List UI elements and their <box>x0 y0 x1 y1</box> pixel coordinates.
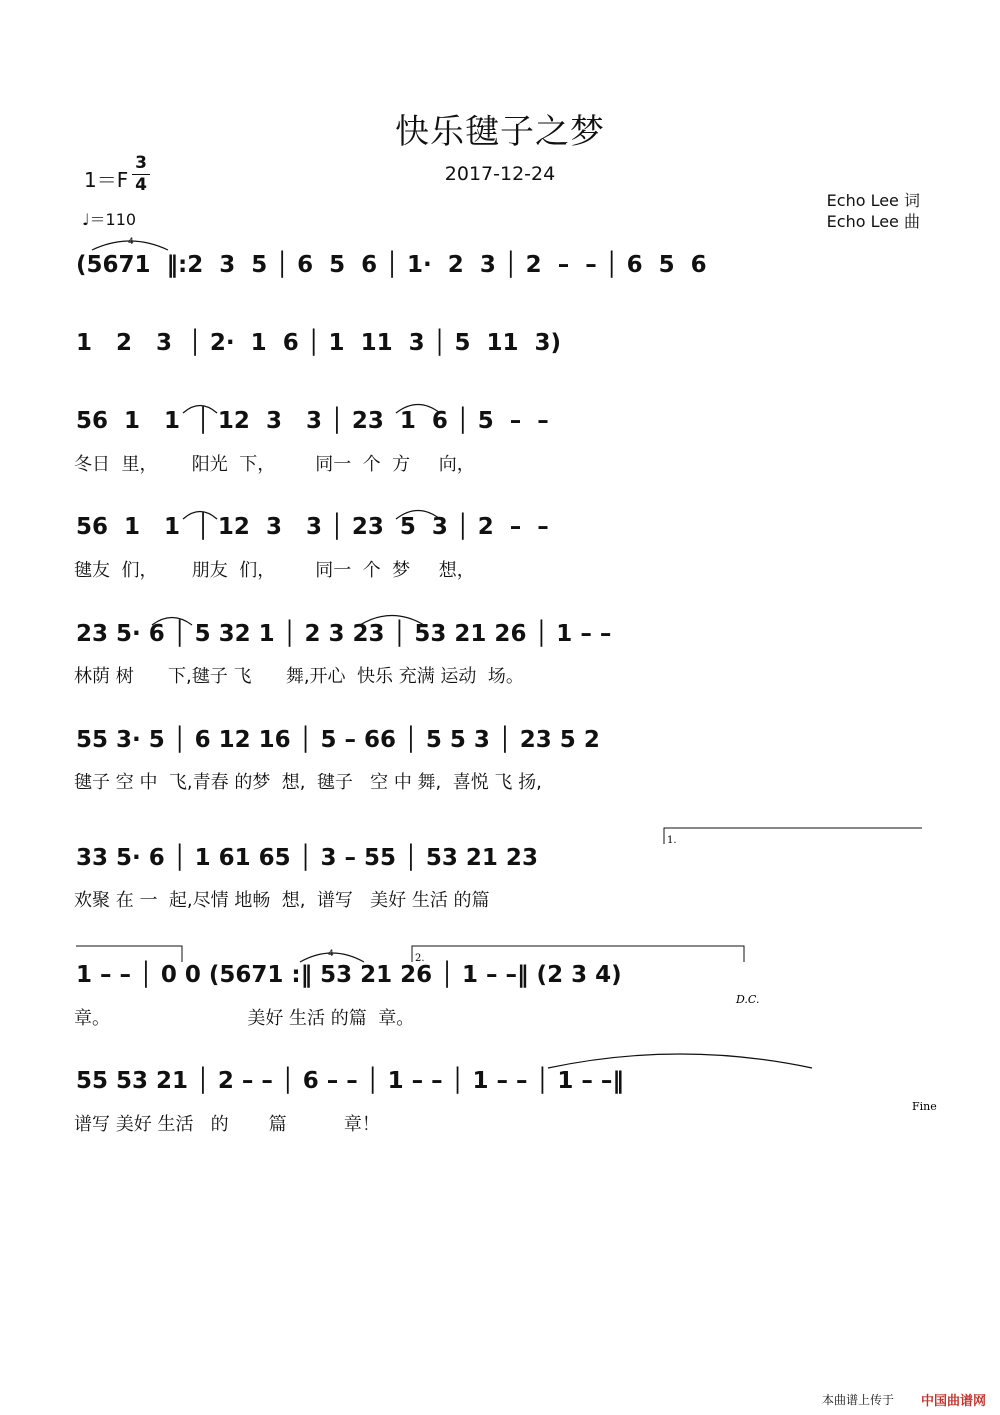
volta-2-bracket <box>412 946 744 962</box>
tie-slur-1 <box>183 406 217 414</box>
dc-marking: D.C. <box>736 993 760 1006</box>
tuplet-number-2: 4 <box>328 949 334 959</box>
tempo-value: ＝110 <box>89 210 137 229</box>
notation-line-5: 23 5· 6 │ 5 32 1 │ 2 3 23 │ 53 21 26 │ 1 – – <box>76 621 612 647</box>
notation-line-8: 1 – – │ 0 0 (5671 :‖ 53 21 26 │ 1 – –‖ (2 3 4) <box>76 962 622 988</box>
volta-2-label: 2. <box>415 953 425 964</box>
tie-slur-6 <box>360 616 424 626</box>
time-signature-top: 3 <box>135 153 147 173</box>
key-signature: 1＝F <box>84 168 129 192</box>
tie-slur-2 <box>396 405 440 414</box>
notation-line-6: 55 3· 5 │ 6 12 16 │ 5 – 66 │ 5 5 3 │ 23 5 2 <box>76 727 600 753</box>
lyric-line-9: 谱写 美好 生活 的 篇 章！ <box>74 1114 380 1135</box>
lyric-line-8: 章。 美好 生活 的篇 章。 <box>74 1008 415 1029</box>
lyric-line-7: 欢聚 在 一 起,尽情 地畅 想, 谱写 美好 生活 的篇 <box>74 890 490 911</box>
volta-1-bracket <box>664 828 922 844</box>
composer-credit: Echo Lee 曲 <box>826 212 920 231</box>
volta-1-label: 1. <box>667 835 677 846</box>
long-slur <box>548 1054 812 1068</box>
lyric-line-4: 毽友 们， 朋友 们， 同一 个 梦 想， <box>74 560 475 581</box>
lyric-line-5: 林荫 树 下,毽子 飞 舞,开心 快乐 充满 运动 场。 <box>74 666 524 687</box>
lyric-line-3: 冬日 里， 阳光 下， 同一 个 方 向， <box>74 454 475 475</box>
notation-line-4: 56 1 1 │ 12 3 3 │ 23 5 3 │ 2 – – <box>76 514 549 540</box>
tie-slur-4 <box>396 511 440 520</box>
time-signature-bottom: 4 <box>135 175 147 195</box>
lyric-line-6: 毽子 空 中 飞,青春 的梦 想, 毽子 空 中 舞, 喜悦 飞 扬, <box>74 772 542 793</box>
lyricist-credit: Echo Lee 词 <box>826 191 920 210</box>
fine-marking: Fine <box>912 1100 937 1113</box>
song-date: 2017-12-24 <box>444 163 556 185</box>
tie-slur-3 <box>183 512 217 520</box>
volta-1-end <box>76 946 182 962</box>
notation-line-9: 55 53 21 │ 2 – – │ 6 – – │ 1 – – │ 1 – – │ 1 – –‖ <box>76 1068 624 1094</box>
notation-line-2: 1 2 3 │ 2· 1 6 │ 1 11 3 │ 5 11 3) <box>76 330 562 356</box>
notation-line-7: 33 5· 6 │ 1 61 65 │ 3 – 55 │ 53 21 23 <box>76 845 538 871</box>
tie-slur-5 <box>152 618 192 626</box>
footer-text: 本曲谱上传于 <box>821 1393 894 1407</box>
quarter-note-icon: ♩ <box>82 210 90 229</box>
notation-line-1: (5671 ‖:2 3 5 │ 6 5 6 │ 1· 2 3 │ 2 – – │ 6 5 6 <box>76 252 707 278</box>
notation-line-3: 56 1 1 │ 12 3 3 │ 23 1 6 │ 5 – – <box>76 408 549 434</box>
tuplet-number-1: 4 <box>128 237 134 247</box>
footer-logo: 中国曲谱网 <box>920 1394 986 1409</box>
song-title: 快乐毽子之梦 <box>395 112 605 152</box>
